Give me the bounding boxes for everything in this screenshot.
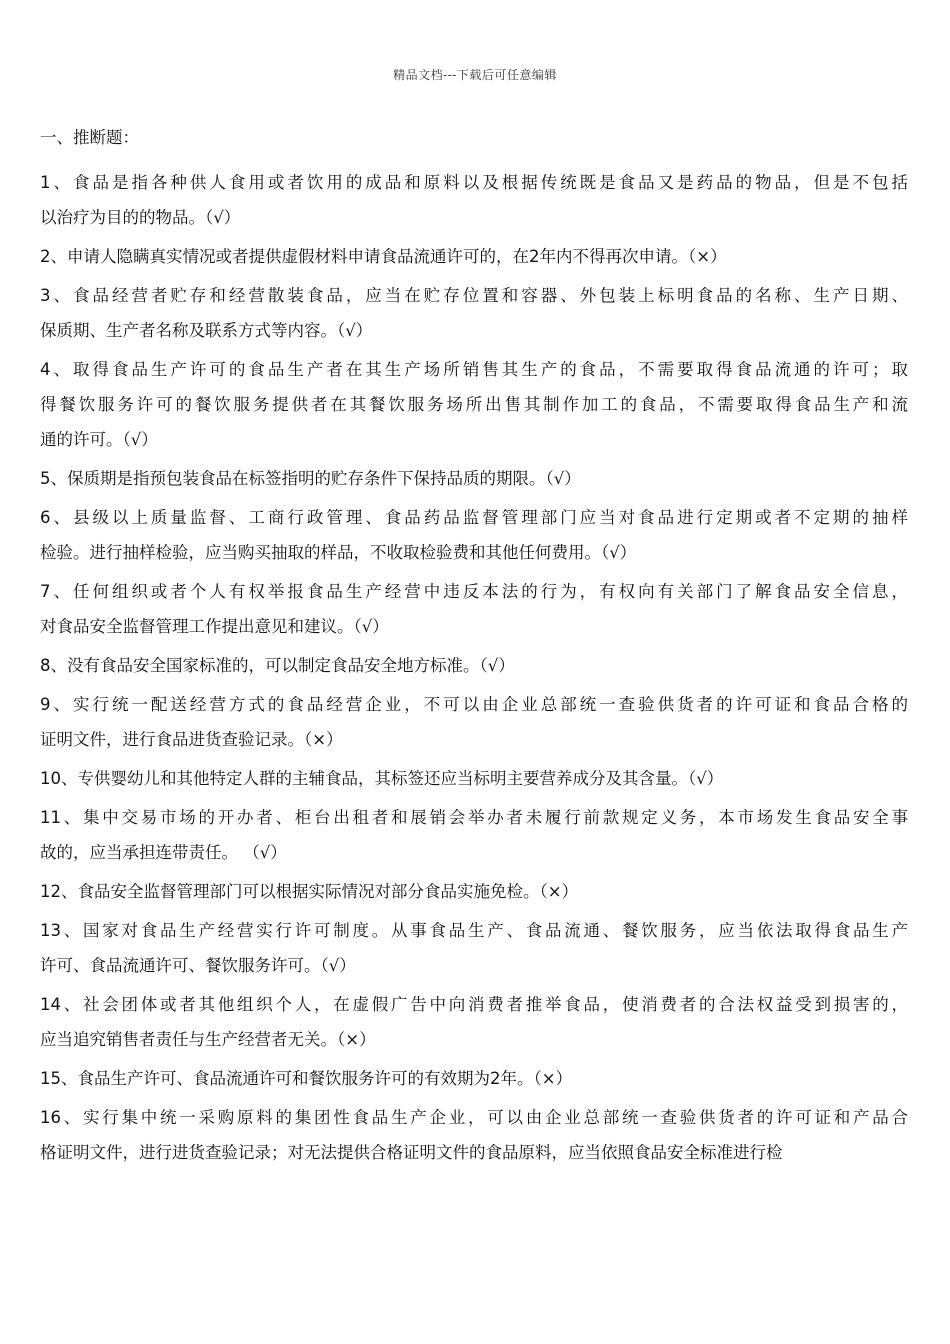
page-header: 精品文档---下载后可任意编辑 bbox=[393, 68, 557, 82]
question-item bbox=[40, 874, 908, 909]
question-line: 得餐饮服务许可的餐饮服务提供者在其餐饮服务场所出售其制作加工的食品，不需要取得食品生产和流 bbox=[40, 395, 908, 414]
question-item bbox=[40, 461, 908, 496]
question-line: 应当追究销售者责任与生产经营者无关。（×） bbox=[40, 1030, 376, 1049]
question-line: 保质期、生产者名称及联系方式等内容。（√） bbox=[40, 321, 373, 340]
question-line: 格证明文件，进行进货查验记录；对无法提供合格证明文件的食品原料，应当依照食品安全标准进行检 bbox=[40, 1143, 783, 1162]
question-item bbox=[40, 165, 908, 235]
question-item bbox=[40, 913, 908, 983]
question-line: 3、食品经营者贮存和经营散装食品，应当在贮存位置和容器、外包装上标明食品的名称、生产日期、 bbox=[40, 286, 908, 305]
question-line: 1、食品是指各种供人食用或者饮用的成品和原料以及根据传统既是食品又是药品的物品，但是不包括 bbox=[40, 173, 908, 192]
question-line: 7、任何组织或者个人有权举报食品生产经营中违反本法的行为，有权向有关部门了解食品安全信息， bbox=[40, 582, 908, 601]
question-item bbox=[40, 239, 908, 274]
question-line: 11、集中交易市场的开办者、柜台出租者和展销会举办者未履行前款规定义务，本市场发生食品安全事 bbox=[40, 808, 908, 827]
question-line: 对食品安全监督管理工作提出意见和建议。（√） bbox=[40, 617, 389, 636]
question-line: 10、专供婴幼儿和其他特定人群的主辅食品，其标签还应当标明主要营养成分及其含量。（√） bbox=[40, 769, 724, 788]
question-item bbox=[40, 761, 908, 796]
question-item bbox=[40, 352, 908, 457]
question-line: 5、保质期是指预包装食品在标签指明的贮存条件下保持品质的期限。（√） bbox=[40, 469, 581, 488]
question-item bbox=[40, 1100, 908, 1170]
question-item bbox=[40, 687, 908, 757]
question-item bbox=[40, 800, 908, 870]
question-item bbox=[40, 500, 908, 570]
section-title: 一、推断题： bbox=[40, 128, 139, 147]
question-line: 检验。进行抽样检验，应当购买抽取的样品，不收取检验费和其他任何费用。（√） bbox=[40, 543, 637, 562]
question-line: 9、实行统一配送经营方式的食品经营企业，不可以由企业总部统一查验供货者的许可证和食品合格的 bbox=[40, 695, 908, 714]
question-line: 故的，应当承担连带责任。 （√） bbox=[40, 843, 287, 862]
question-line: 8、没有食品安全国家标准的，可以制定食品安全地方标准。（√） bbox=[40, 656, 515, 675]
question-item bbox=[40, 278, 908, 348]
question-line: 16、实行集中统一采购原料的集团性食品生产企业，可以由企业总部统一查验供货者的许可证和产品合 bbox=[40, 1108, 908, 1127]
question-line: 15、食品生产许可、食品流通许可和餐饮服务许可的有效期为2年。（×） bbox=[40, 1069, 573, 1088]
question-line: 6、县级以上质量监督、工商行政管理、食品药品监督管理部门应当对食品进行定期或者不定期的抽样 bbox=[40, 508, 908, 527]
question-line: 14、社会团体或者其他组织个人，在虚假广告中向消费者推举食品，使消费者的合法权益受到损害的， bbox=[40, 995, 908, 1014]
question-item bbox=[40, 987, 908, 1057]
question-line: 许可、食品流通许可、餐饮服务许可。（√） bbox=[40, 956, 356, 975]
question-item bbox=[40, 1061, 908, 1096]
question-line: 2、申请人隐瞒真实情况或者提供虚假材料申请食品流通许可的，在2年内不得再次申请。（×） bbox=[40, 247, 727, 266]
question-line: 13、国家对食品生产经营实行许可制度。从事食品生产、食品流通、餐饮服务，应当依法取得食品生产 bbox=[40, 921, 908, 940]
document-body bbox=[40, 128, 908, 1174]
question-line: 通的许可。（√） bbox=[40, 430, 158, 449]
question-line: 以治疗为目的的物品。（√） bbox=[40, 208, 241, 227]
question-line: 4、取得食品生产许可的食品生产者在其生产场所销售其生产的食品，不需要取得食品流通的许可；取 bbox=[40, 360, 908, 379]
question-line: 12、食品安全监督管理部门可以根据实际情况对部分食品实施免检。（×） bbox=[40, 882, 579, 901]
question-item bbox=[40, 648, 908, 683]
question-item bbox=[40, 574, 908, 644]
question-line: 证明文件，进行食品进货查验记录。（×） bbox=[40, 730, 343, 749]
question-list bbox=[40, 165, 908, 1170]
